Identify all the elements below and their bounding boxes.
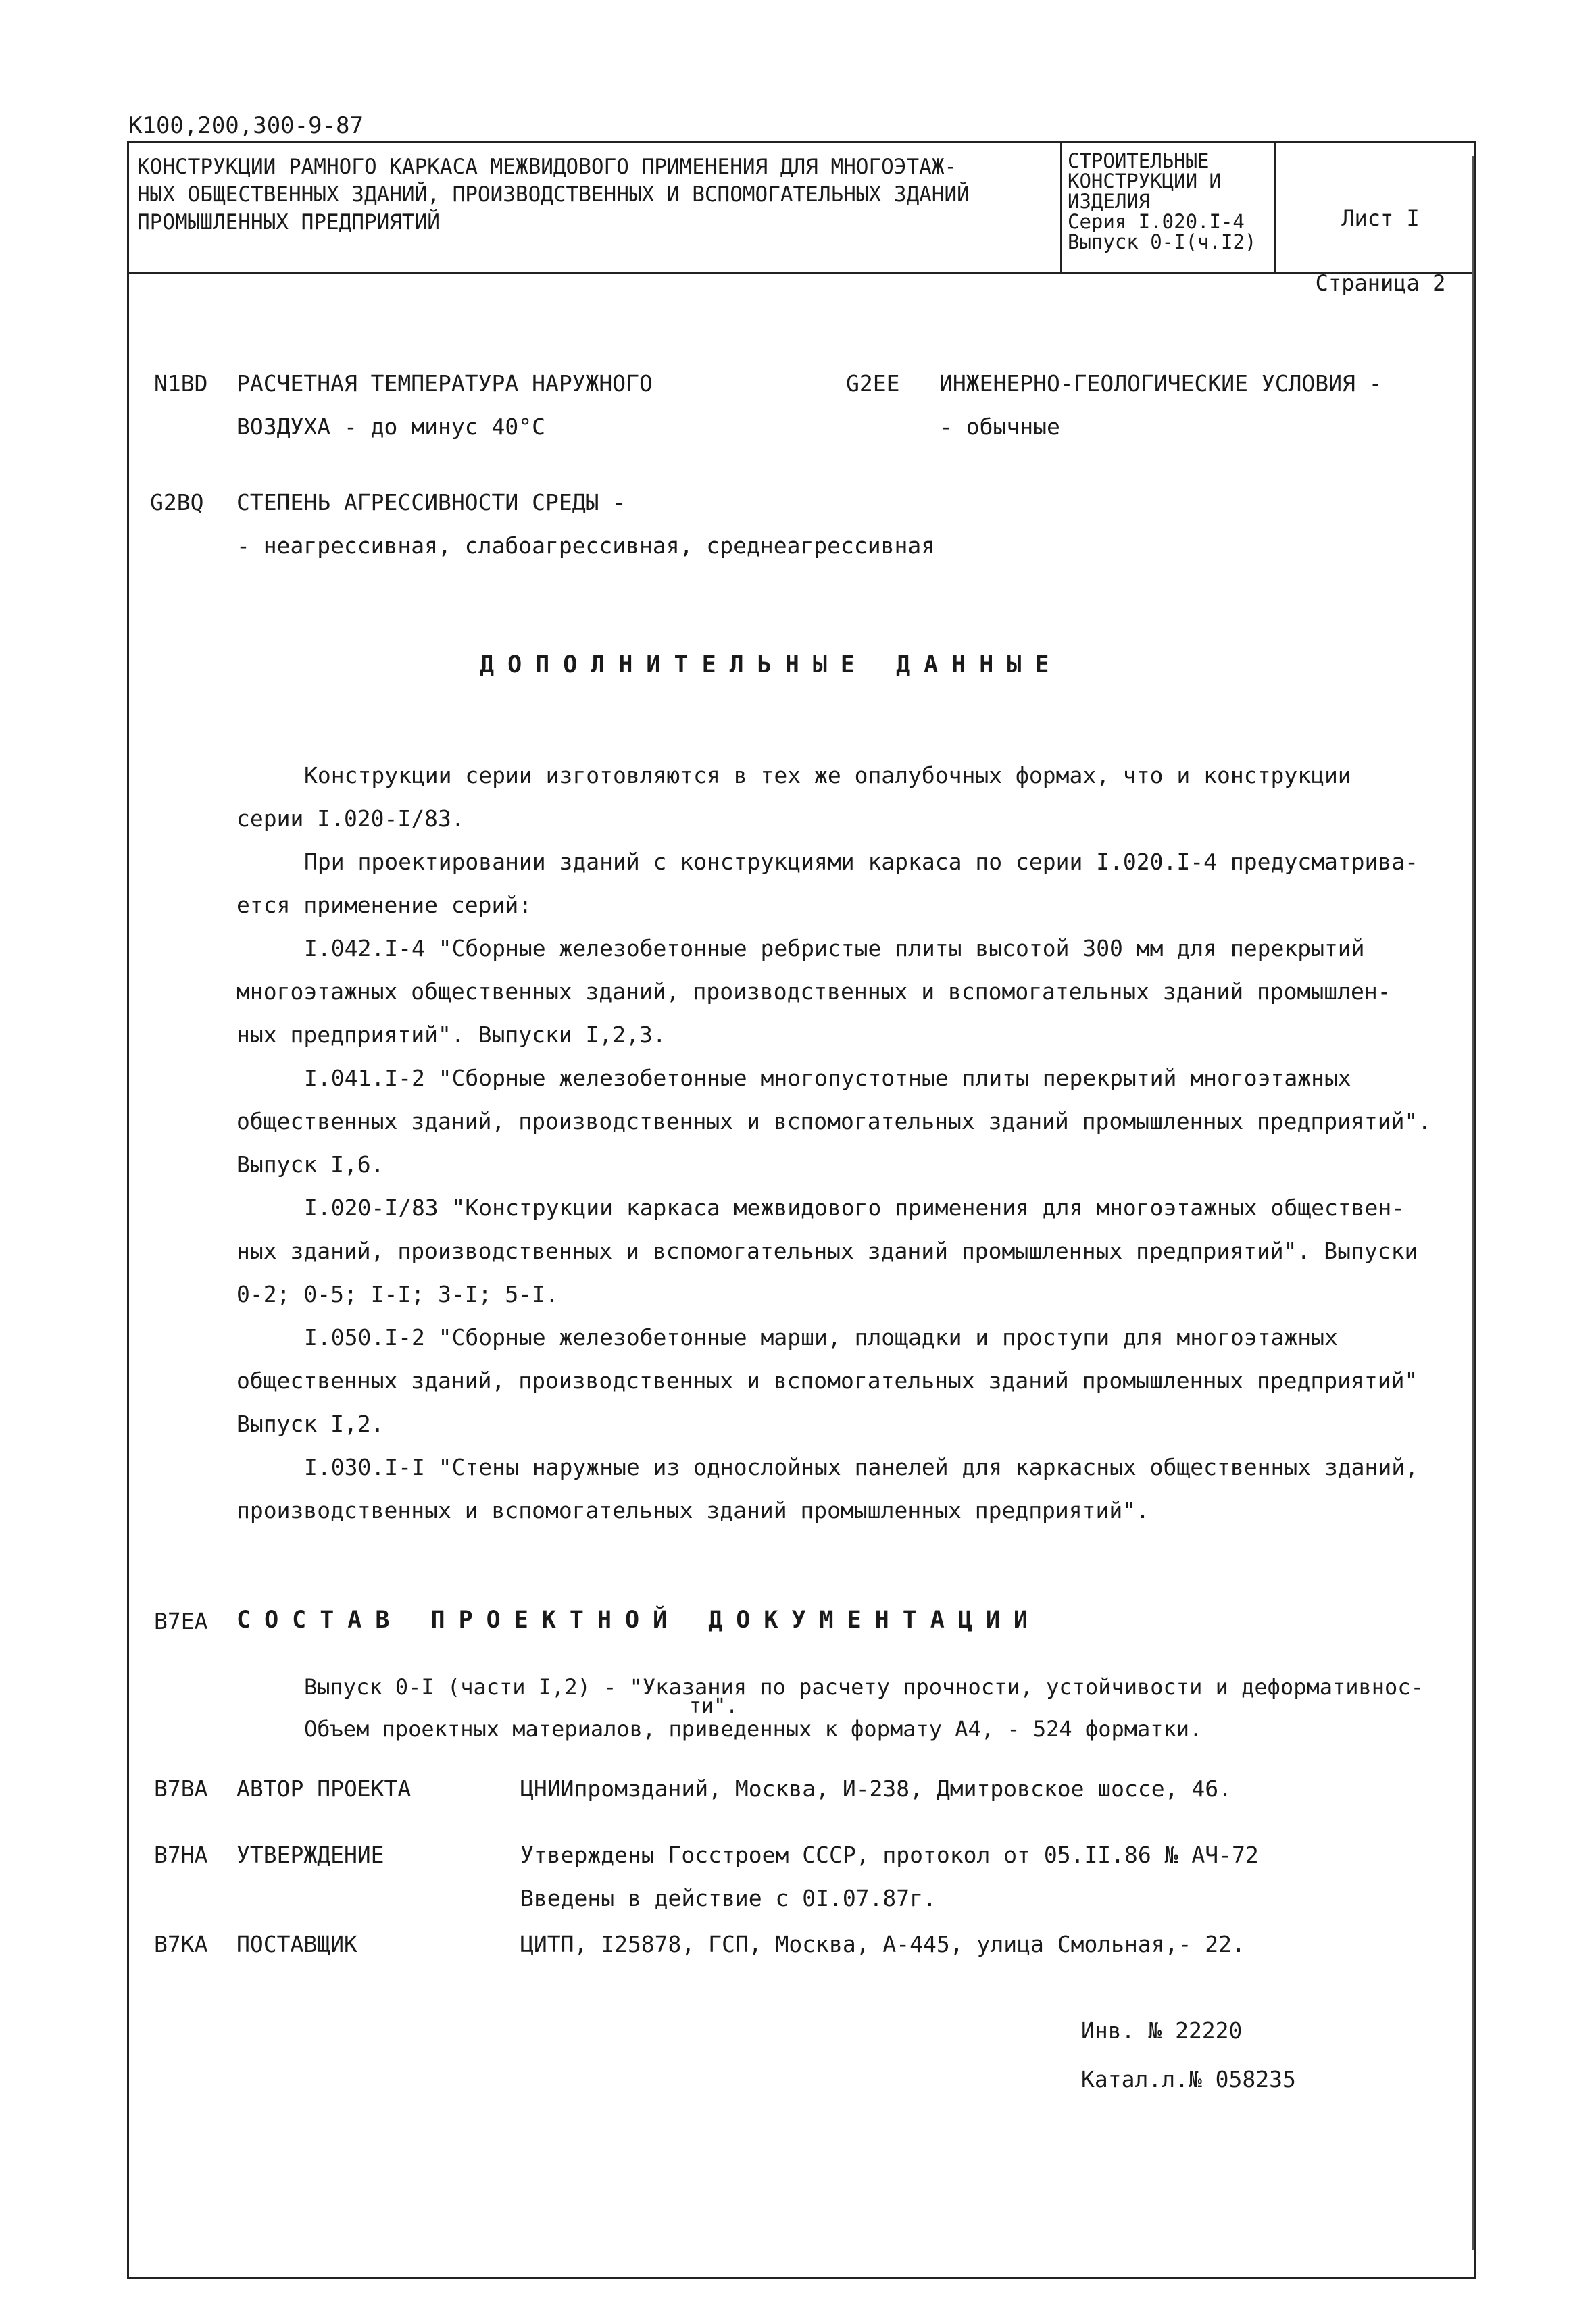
composition-heading: СОСТАВ ПРОЕКТНОЙ ДОКУМЕНТАЦИИ <box>236 1607 1042 1634</box>
detail-value-approval-date: Введены в действие с 0I.07.87г. <box>520 1885 937 1911</box>
inventory-number: Инв. № 22220 <box>1081 2017 1243 2044</box>
document-code: К100,200,300-9-87 <box>128 112 364 139</box>
detail-value-approval: Утверждены Госстроем СССР, протокол от 05.II.86 № АЧ-72 <box>520 1842 1259 1868</box>
sheet-block <box>1293 170 1468 332</box>
detail-value-author: ЦНИИпромзданий, Москва, И-238, Дмитровское шоссе, 46. <box>520 1776 1232 1802</box>
series-block: СТРОИТЕЛЬНЫЕ КОНСТРУКЦИИ И ИЗДЕЛИЯ Серия I.020.I-4 Выпуск 0-I(ч.I2) <box>1060 143 1276 272</box>
detail-label-supplier: ПОСТАВЩИК <box>236 1931 357 1957</box>
additional-data-heading: ДОПОЛНИТЕЛЬНЫЕ ДАННЫЕ <box>480 651 1063 678</box>
field-value-geology: - обычные <box>939 413 1060 440</box>
field-code-g2bq: G2BQ <box>150 489 204 515</box>
catalog-number: Катал.л.№ 058235 <box>1081 2066 1296 2092</box>
paragraph-series-1020: I.020-I/83 "Конструкции каркаса межвидового применения для многоэтажных обществен- ных зданий, производственных и вспомогательных зданий промышленных предприятий". Выпуски 0-2; 0-5; I-I; 3-I; 5-I. <box>236 1194 1418 1307</box>
paragraph-molds: Конструкции серии изготовляются в тех же опалубочных формах, что и конструкции серии I.020-I/83. <box>236 762 1351 832</box>
field-label-aggressiveness: СТЕПЕНЬ АГРЕССИВНОСТИ СРЕДЫ - <box>236 489 626 515</box>
detail-label-author: АВТОР ПРОЕКТА <box>236 1776 412 1802</box>
paragraph-series-intro: При проектировании зданий с конструкциями каркаса по серии I.020.I-4 предусматрива- ется применение серий: <box>236 849 1419 918</box>
document-title: КОНСТРУКЦИИ РАМНОГО КАРКАСА МЕЖВИДОВОГО ПРИМЕНЕНИЯ ДЛЯ МНОГОЭТАЖ- НЫХ ОБЩЕСТВЕННЫХ ЗДАНИЙ, ПРОИЗВОДСТВЕННЫХ И ВСПОМОГАТЕЛЬНЫХ ЗДАНИЙ ПРОМЫШЛЕННЫХ ПРЕДПРИЯТИЙ <box>137 155 970 234</box>
detail-value-supplier: ЦИТП, I25878, ГСП, Москва, А-445, улица Смольная,- 22. <box>520 1931 1245 1957</box>
page-number: Страница 2 <box>1315 270 1446 296</box>
paragraph-series-1041: I.041.I-2 "Сборные железобетонные многопустотные плиты перекрытий многоэтажных общественных зданий, производственных и вспомогательных зданий промышленных предприятий". Выпуск I,6. <box>236 1065 1432 1178</box>
sheet-number: Лист I <box>1341 205 1420 231</box>
field-value-aggressiveness: - неагрессивная, слабоагрессивная, среднеагрессивная <box>236 532 935 559</box>
scan-edge-mark <box>1472 156 1474 2250</box>
field-code-n1bd: N1BD <box>154 370 208 397</box>
field-label-geology: ИНЖЕНЕРНО-ГЕОЛОГИЧЕСКИЕ УСЛОВИЯ - <box>939 370 1382 397</box>
composition-line-1: Выпуск 0-I (части I,2) - "Указания по расчету прочности, устойчивости и деформативнос- <box>304 1674 1424 1700</box>
field-label-temperature: РАСЧЕТНАЯ ТЕМПЕРАТУРА НАРУЖНОГО <box>236 370 653 397</box>
title-block <box>129 143 1474 296</box>
composition-line-1-cont: ти". <box>689 1694 739 1718</box>
detail-label-approval: УТВЕРЖДЕНИЕ <box>236 1842 384 1868</box>
paragraph-series-1030: I.030.I-I "Стены наружные из однослойных панелей для каркасных общественных зданий, производственных и вспомогательных зданий промышленных предприятий". <box>236 1454 1419 1524</box>
field-value-temperature: ВОЗДУХА - до минус 40°С <box>236 413 545 440</box>
composition-line-2: Объем проектных материалов, приведенных к формату А4, - 524 форматки. <box>304 1716 1203 1742</box>
composition-code: B7EA <box>154 1608 208 1634</box>
paragraph-series-1050: I.050.I-2 "Сборные железобетонные марши, площадки и проступи для многоэтажных общественных зданий, производственных и вспомогательных зданий промышленных предприятий" Выпуск I,2. <box>236 1324 1418 1437</box>
field-code-g2ee: G2EE <box>846 370 900 397</box>
detail-code-approval: B7HA <box>154 1842 208 1868</box>
paragraph-series-1042: I.042.I-4 "Сборные железобетонные ребристые плиты высотой 300 мм для перекрытий многоэтажных общественных зданий, производственных и вспомогательных зданий промышлен- ных предприятий". Выпуски I,2,3. <box>236 935 1391 1048</box>
detail-code-author: B7BA <box>154 1776 208 1802</box>
detail-code-supplier: B7KA <box>154 1931 208 1957</box>
